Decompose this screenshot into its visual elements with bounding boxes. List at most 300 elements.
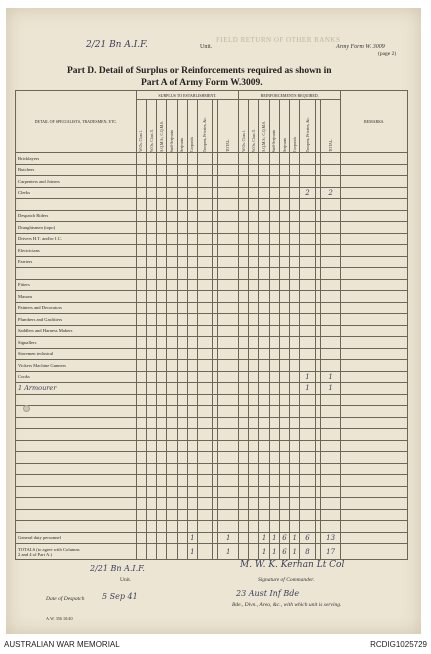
cell-s6 [187,268,197,280]
blank-cell [136,406,146,418]
reinf-rank-header-3: S.Q.M.S.; C.Q.M.S. [262,121,267,152]
row-label [16,222,137,234]
table-row [16,325,408,337]
handwritten-entry: 1 [261,533,267,542]
cell-s1 [136,291,146,303]
cell-s6 [187,360,197,372]
table-row [16,233,408,245]
cell-r4 [269,153,279,165]
cell-r1 [239,291,249,303]
blank-cell [239,509,249,521]
cell-r5 [279,371,289,383]
cell-r4 [269,544,279,560]
blank-cell [146,429,156,441]
blank-cell [146,452,156,464]
cell-rt [320,256,341,268]
cell-r6 [290,233,300,245]
blank-cell [239,417,249,429]
blank-cell [218,486,239,498]
blank-cell [320,486,341,498]
surplus-total-header: TOTAL. [226,138,231,152]
cell-s5 [177,371,187,383]
cell-s5 [177,279,187,291]
row-label [16,153,137,165]
blank-cell [249,521,259,533]
cell-st [218,371,239,383]
blank-cell [320,406,341,418]
blank-cell [218,452,239,464]
cell-s3 [157,291,167,303]
blank-cell [341,429,408,441]
blank-cell [320,452,341,464]
cell-r2 [249,153,259,165]
cell-r1 [239,256,249,268]
cell-r6 [290,210,300,222]
surplus-rank-header-5-cell [177,100,187,153]
table-row [16,222,408,234]
cell-rt [320,222,341,234]
blank-cell [279,429,289,441]
blank-cell [320,429,341,441]
blank-row [16,521,408,533]
cell-s4 [167,153,177,165]
cell-rt [320,314,341,326]
cell-s7 [198,245,213,257]
blank-cell [16,486,137,498]
cell-s2 [146,233,156,245]
cell-r4 [269,291,279,303]
table-row [16,360,408,372]
blank-cell [167,417,177,429]
handwritten-entry: 1 [305,384,310,393]
cell-s3 [157,256,167,268]
handwritten-entry: 1 [226,533,231,542]
blank-cell [341,394,408,406]
row-label-text: Drivers H.T. and/or I.C. [18,236,62,242]
cell-r2 [249,302,259,314]
cell-r3 [259,302,269,314]
cell-rem [341,360,408,372]
cell-s7 [198,360,213,372]
cell-s4 [167,164,177,176]
surplus-rank-header-3: S.Q.M.S.; C.Q.M.S. [159,121,164,152]
cell-s1 [136,268,146,280]
cell-r1 [239,337,249,349]
blank-cell [16,521,137,533]
cell-s2 [146,256,156,268]
cell-r2 [249,199,259,211]
unit-handwritten: 2/21 Bn A.I.F. [86,40,148,50]
blank-cell [146,417,156,429]
row-label [16,314,137,326]
cell-r4 [269,337,279,349]
blank-cell [177,463,187,475]
blank-cell [167,394,177,406]
blank-cell [300,417,315,429]
cell-r6 [290,176,300,188]
cell-r7 [300,291,315,303]
cell-r6 [290,187,300,199]
cell-s5 [177,256,187,268]
cell-s5 [177,532,187,544]
specialists-header: DETAIL OF SPECIALISTS, TRADESMEN, ETC. [34,119,118,124]
blank-cell [269,463,279,475]
cell-r5 [279,325,289,337]
cell-r3 [259,199,269,211]
cell-s6 [187,325,197,337]
cell-s7 [198,176,213,188]
row-label [16,348,137,360]
cell-r1 [239,222,249,234]
table-row [16,268,408,280]
blank-cell [300,509,315,521]
cell-r6 [290,268,300,280]
blank-cell [320,509,341,521]
brigade-label: Bde., Divn., Area, &c., with which unit is serving. [232,602,342,608]
cell-s4 [167,176,177,188]
handwritten-entry: 1 [226,547,231,556]
cell-s5 [177,210,187,222]
cell-rem [341,153,408,165]
cell-r2 [249,176,259,188]
blank-cell [177,417,187,429]
cell-s7 [198,164,213,176]
cell-s2 [146,176,156,188]
cell-r1 [239,233,249,245]
cell-r6 [290,245,300,257]
cell-s2 [146,279,156,291]
blank-cell [239,498,249,510]
cell-r5 [279,245,289,257]
reinf-rank-header-7: Troopers, Privates, &c. [305,116,310,152]
blank-cell [259,417,269,429]
cell-r4 [269,199,279,211]
row-label [16,532,137,544]
cell-r2 [249,233,259,245]
blank-cell [320,475,341,487]
table-row [16,544,408,560]
blank-cell [239,521,249,533]
remarks-header-cell [341,91,408,153]
blank-cell [167,429,177,441]
cell-r2 [249,210,259,222]
cell-st [218,210,239,222]
cell-s4 [167,222,177,234]
cell-rt [320,544,341,560]
cell-r5 [279,348,289,360]
table-row [16,153,408,165]
table-row [16,532,408,544]
handwritten-entry: 6 [305,533,310,542]
cell-rem [341,348,408,360]
blank-cell [320,440,341,452]
blank-cell [157,406,167,418]
signature-label: Signature of Commander. [258,577,315,583]
cell-st [218,348,239,360]
blank-cell [300,463,315,475]
cell-r1 [239,348,249,360]
blank-cell [16,475,137,487]
cell-r2 [249,256,259,268]
cell-r3 [259,210,269,222]
cell-s6 [187,302,197,314]
cell-st [218,245,239,257]
cell-s5 [177,291,187,303]
blank-cell [259,509,269,521]
cell-s3 [157,233,167,245]
surplus-rank-header-2: W.Os. Class II. [149,129,154,152]
blank-cell [218,417,239,429]
cell-r7 [300,245,315,257]
blank-cell [167,452,177,464]
cell-s5 [177,245,187,257]
cell-r5 [279,199,289,211]
blank-cell [290,463,300,475]
cell-r2 [249,222,259,234]
surplus-rank-header-7: Troopers, Privates, &c. [203,116,208,152]
blank-cell [279,394,289,406]
cell-r5 [279,222,289,234]
blank-cell [259,498,269,510]
cell-r5 [279,187,289,199]
row-label [16,360,137,372]
blank-cell [157,475,167,487]
cell-s2 [146,164,156,176]
blank-cell [249,406,259,418]
blank-cell [300,521,315,533]
cell-r6 [290,302,300,314]
handwritten-entry: 1 [292,533,297,542]
cell-s7 [198,187,213,199]
blank-cell [177,521,187,533]
cell-r2 [249,187,259,199]
blank-cell [187,429,197,441]
surplus-rank-header-6: Corporals [190,137,195,152]
row-label [16,544,137,560]
cell-r7 [300,187,315,199]
cell-rem [341,532,408,544]
cell-rt [320,245,341,257]
cell-s5 [177,383,187,395]
reinf-total-header: TOTAL. [328,138,333,152]
cell-s1 [136,544,146,560]
blank-cell [279,406,289,418]
cell-s6 [187,187,197,199]
cell-r6 [290,337,300,349]
blank-cell [16,394,137,406]
blank-cell [198,452,213,464]
surplus-rank-header-5: Serjeants [180,138,185,152]
cell-r3 [259,245,269,257]
cell-r7 [300,325,315,337]
blank-cell [218,440,239,452]
cell-r3 [259,291,269,303]
cell-r6 [290,360,300,372]
blank-cell [198,498,213,510]
blank-cell [239,486,249,498]
blank-cell [290,394,300,406]
cell-r7 [300,360,315,372]
table-row [16,256,408,268]
handwritten-entry: 6 [282,533,287,542]
cell-s1 [136,337,146,349]
blank-cell [187,417,197,429]
blank-row [16,406,408,418]
cell-s1 [136,233,146,245]
cell-r2 [249,371,259,383]
row-label [16,291,137,303]
cell-s3 [157,348,167,360]
reinforcements-header-cell [239,91,341,100]
cell-r2 [249,164,259,176]
table-row [16,302,408,314]
cell-s3 [157,302,167,314]
reinf-rank-header-3-cell [259,100,269,153]
blank-cell [249,417,259,429]
cell-s2 [146,544,156,560]
blank-cell [269,521,279,533]
blank-cell [320,463,341,475]
cell-r7 [300,256,315,268]
cell-r5 [279,268,289,280]
reinf-rank-header-6: Corporals [292,137,297,152]
cell-rem [341,187,408,199]
surplus-rank-header-3-cell [157,100,167,153]
cell-rt [320,187,341,199]
cell-r5 [279,532,289,544]
cell-s5 [177,268,187,280]
cell-rem [341,279,408,291]
blank-cell [218,394,239,406]
handwritten-entry: 1 [190,547,195,556]
blank-cell [290,498,300,510]
blank-cell [259,452,269,464]
row-label [16,302,137,314]
blank-cell [249,509,259,521]
cell-s3 [157,314,167,326]
table-row [16,245,408,257]
cell-r4 [269,176,279,188]
row-label-text: Masons [18,293,33,299]
cell-r1 [239,199,249,211]
blank-cell [320,394,341,406]
table-row [16,348,408,360]
cell-s1 [136,153,146,165]
blank-cell [177,452,187,464]
cell-r6 [290,291,300,303]
cell-s6 [187,291,197,303]
cell-r4 [269,371,279,383]
cell-s4 [167,187,177,199]
cell-r7 [300,544,315,560]
blank-cell [249,452,259,464]
cell-r3 [259,360,269,372]
cell-st [218,222,239,234]
surplus-rank-header-6-cell [187,100,197,153]
blank-row [16,452,408,464]
row-label [16,279,137,291]
cell-rt [320,199,341,211]
cell-s3 [157,176,167,188]
cell-s1 [136,360,146,372]
cell-s2 [146,337,156,349]
cell-rem [341,268,408,280]
despatch-label: Date of Despatch [46,596,85,602]
blank-cell [290,486,300,498]
archive-name: AUSTRALIAN WAR MEMORIAL [4,640,120,649]
blank-cell [16,509,137,521]
blank-cell [320,498,341,510]
row-label-text: 2 and 4 of Part A.) [18,551,52,557]
cell-s5 [177,176,187,188]
cell-s1 [136,325,146,337]
cell-s4 [167,360,177,372]
cell-s2 [146,187,156,199]
blank-cell [269,475,279,487]
cell-r1 [239,164,249,176]
handwritten-entry: 6 [282,547,287,556]
blank-cell [198,394,213,406]
blank-cell [269,394,279,406]
blank-cell [198,417,213,429]
reinf-rank-header-5: Serjeants [282,138,287,152]
cell-r3 [259,222,269,234]
cell-s7 [198,383,213,395]
reinf-rank-header-1-cell [239,100,249,153]
blank-cell [279,521,289,533]
cell-s2 [146,291,156,303]
cell-s3 [157,222,167,234]
cell-s3 [157,164,167,176]
blank-cell [198,406,213,418]
blank-cell [177,498,187,510]
blank-cell [239,394,249,406]
blank-cell [269,452,279,464]
row-label-text: Butchers [18,167,35,173]
cell-s6 [187,348,197,360]
commander-signature: M. W. K. Kerhan Lt Col [240,560,345,570]
cell-s1 [136,302,146,314]
cell-s4 [167,279,177,291]
cell-s5 [177,164,187,176]
blank-cell [300,429,315,441]
blank-cell [290,417,300,429]
blank-cell [16,463,137,475]
row-label [16,210,137,222]
blank-row [16,463,408,475]
cell-r2 [249,325,259,337]
blank-cell [290,429,300,441]
reinf-rank-header-7-cell [300,100,315,153]
form-reference: Army Form W. 3009 [336,44,385,50]
cell-r7 [300,337,315,349]
blank-cell [198,521,213,533]
table-row [16,164,408,176]
cell-s4 [167,544,177,560]
cell-r5 [279,291,289,303]
cell-rt [320,337,341,349]
row-label [16,325,137,337]
cell-r1 [239,187,249,199]
cell-s3 [157,371,167,383]
row-label-text: Cooks [18,374,30,380]
blank-cell [259,440,269,452]
blank-cell [198,429,213,441]
blank-cell [157,509,167,521]
cell-r4 [269,164,279,176]
blank-cell [167,463,177,475]
cell-s7 [198,314,213,326]
